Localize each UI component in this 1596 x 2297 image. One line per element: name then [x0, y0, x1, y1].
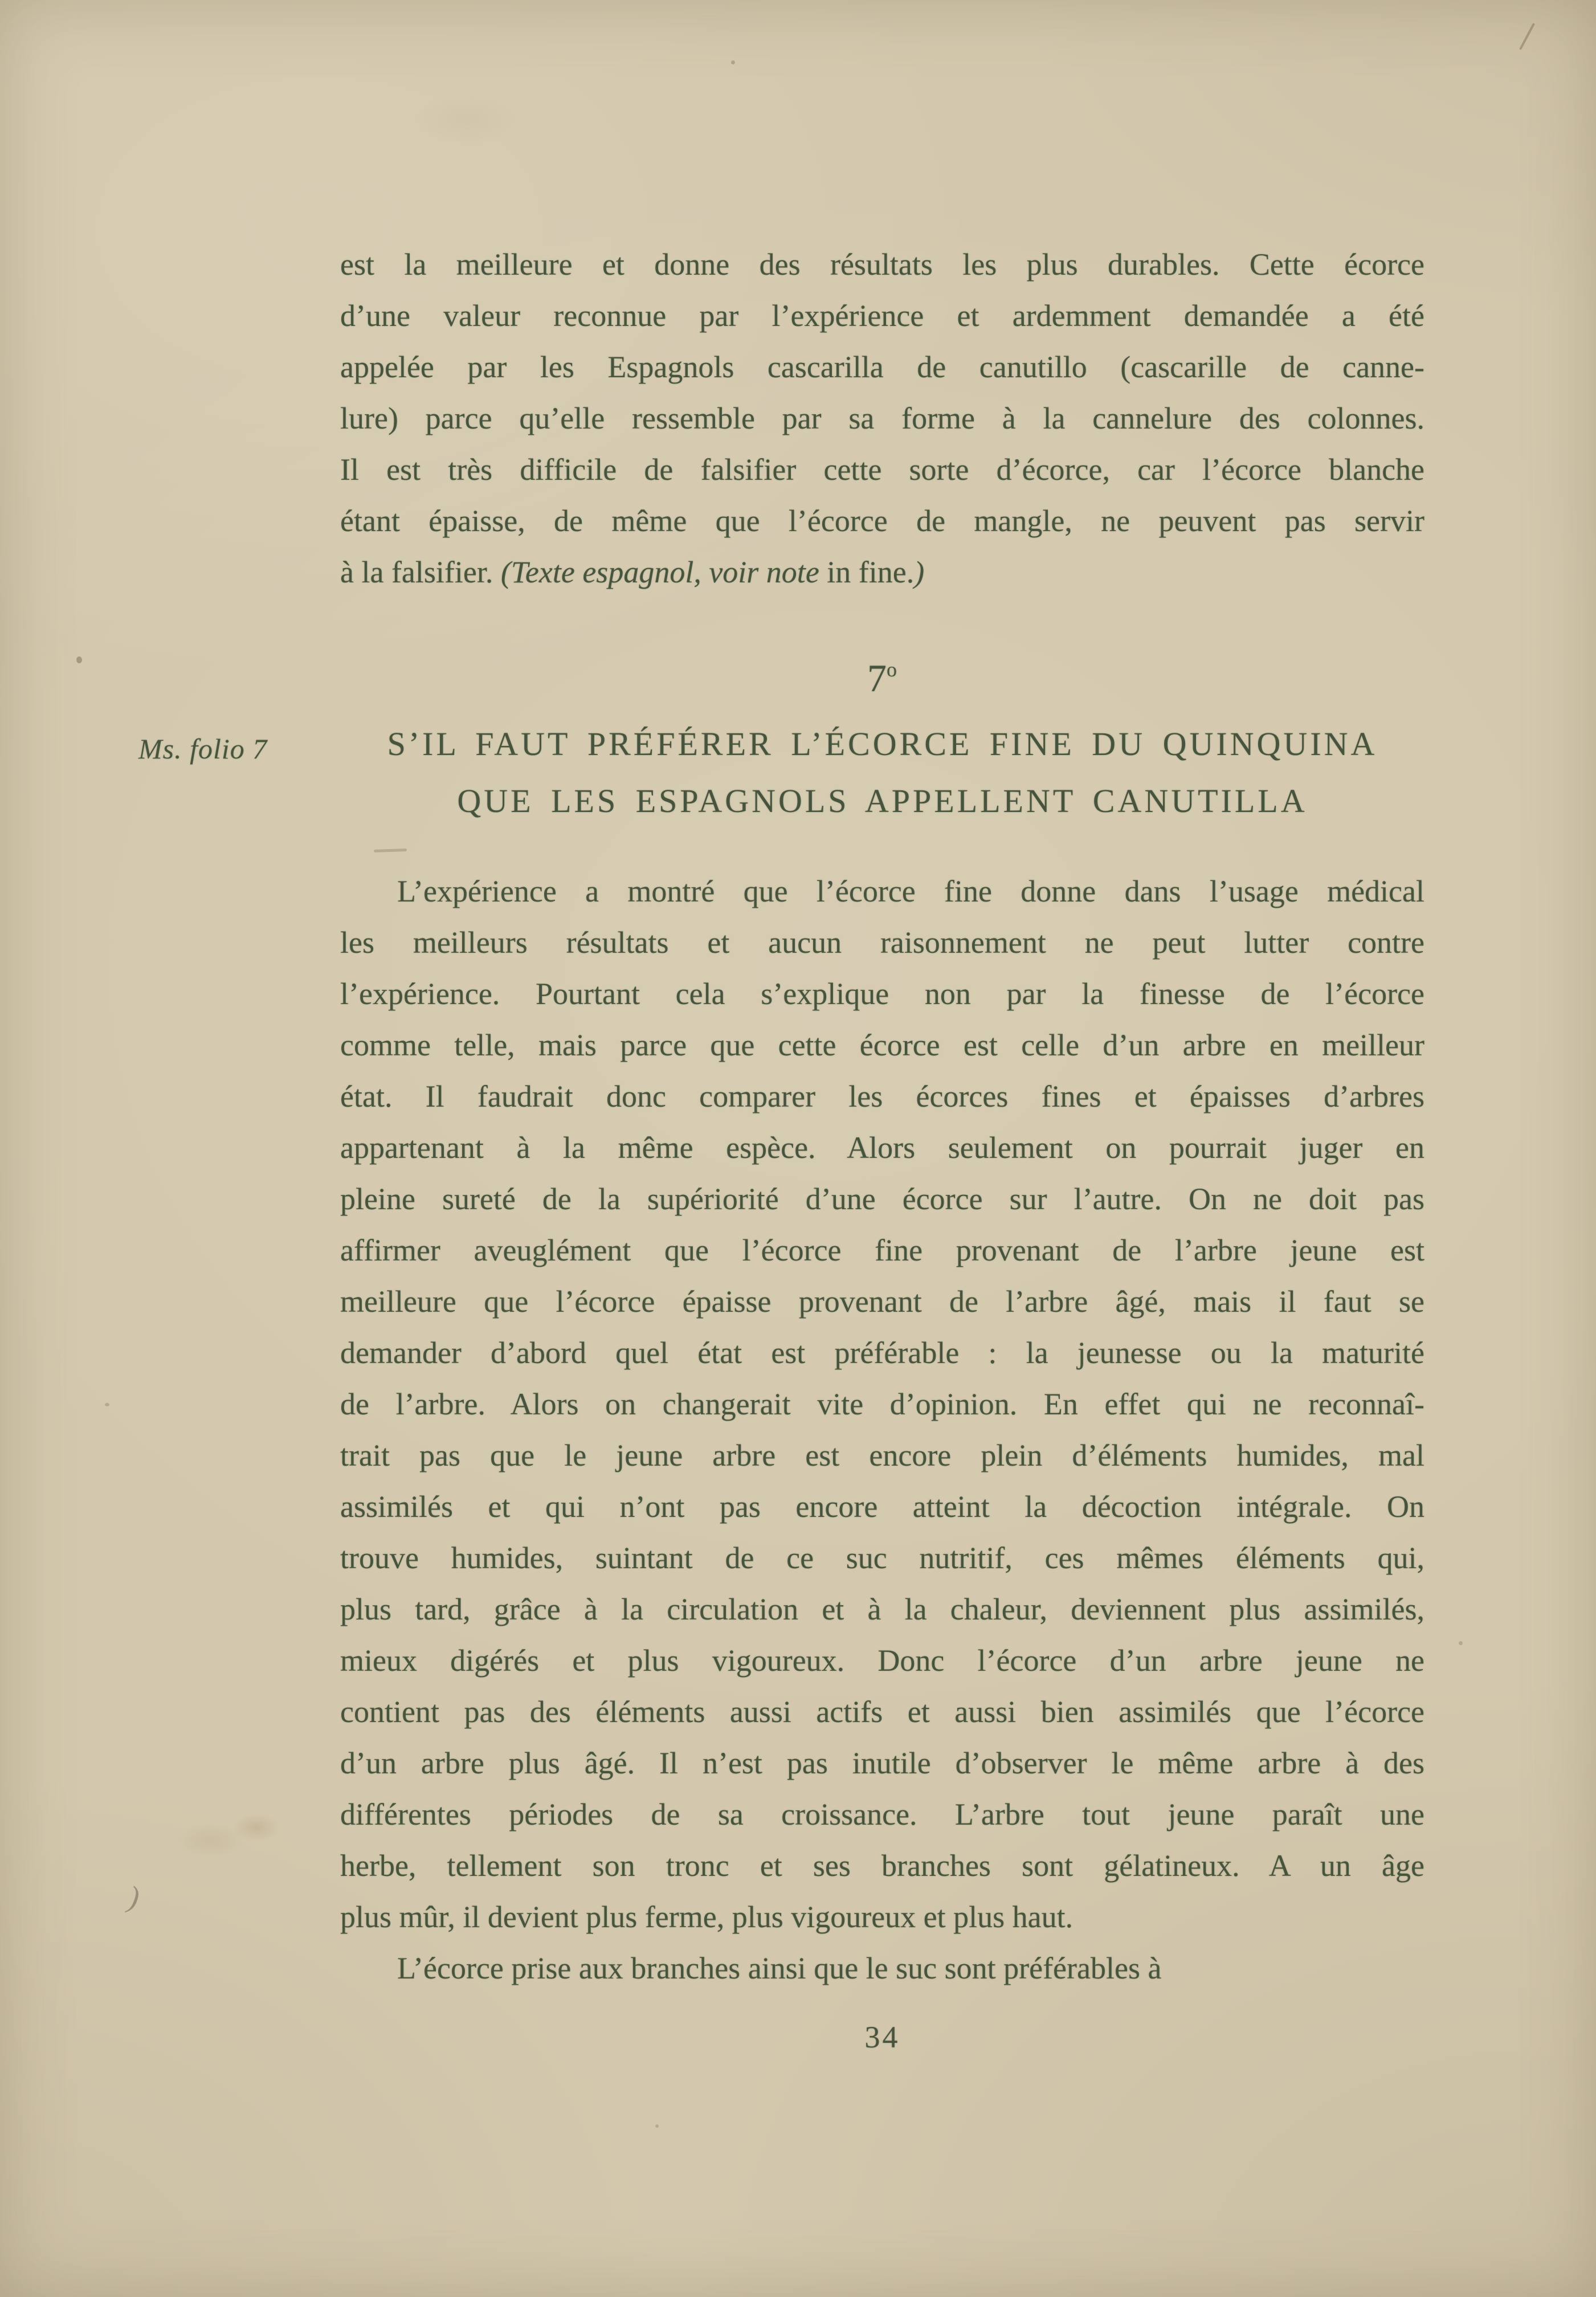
- ink-speck: [1459, 1641, 1463, 1645]
- text-line: [340, 1276, 1424, 1327]
- text-segment: affirmer aveuglément que l’écorce fine provenant de l’arbre jeune est: [340, 1233, 1424, 1267]
- scratch-mark: [1519, 23, 1535, 50]
- text-line: [340, 1173, 1424, 1225]
- chapter-heading-line-1: S’IL FAUT PRÉFÉRER L’ÉCORCE FINE DU QUINQUINA: [387, 725, 1378, 762]
- text-segment: plus mûr, il devient plus ferme, plus vigoureux et plus haut.: [340, 1900, 1073, 1934]
- text-line: [340, 495, 1424, 546]
- text-segment: de l’arbre. Alors on changerait vite d’opinion. En effet qui ne reconnaî-: [340, 1387, 1424, 1421]
- text-line: [340, 1635, 1424, 1686]
- text-line: [340, 968, 1424, 1019]
- text-segment: est la meilleure et donne des résultats les plus durables. Cette écorce: [340, 247, 1424, 281]
- text-segment: à la falsifier.: [340, 555, 501, 589]
- margin-note-ms-folio: Ms. folio 7: [138, 733, 268, 765]
- text-segment: étant épaisse, de même que l’écorce de mangle, ne peuvent pas servir: [340, 504, 1424, 538]
- text-line: [340, 1225, 1424, 1276]
- ink-speck: [105, 1403, 109, 1406]
- text-line: [340, 290, 1424, 341]
- text-line: [340, 1943, 1424, 1994]
- text-segment: herbe, tellement son tronc et ses branches sont gélatineux. A un âge: [340, 1849, 1424, 1883]
- paragraph-next: [340, 1943, 1424, 1994]
- text-segment: in fine.: [827, 555, 915, 589]
- paper-stain: [222, 1808, 291, 1847]
- text-segment: trait pas que le jeune arbre est encore plein d’éléments humides, mal: [340, 1438, 1424, 1472]
- paper-stain: [393, 85, 541, 154]
- chapter-heading: [340, 716, 1424, 830]
- text-line: [340, 393, 1424, 444]
- section-number-digit: 7: [867, 656, 887, 700]
- text-segment: état. Il faudrait donc comparer les écorces fines et épaisses d’arbres: [340, 1079, 1424, 1113]
- text-segment: Il est très difficile de falsifier cette sorte d’écorce, car l’écorce blanche: [340, 452, 1424, 487]
- italic-text-segment: ): [914, 555, 925, 589]
- text-segment: meilleure que l’écorce épaisse provenant de l’arbre âgé, mais il faut se: [340, 1284, 1424, 1319]
- body-text-block: [340, 866, 1424, 1994]
- ink-speck: [655, 2124, 659, 2128]
- text-segment: d’un arbre plus âgé. Il n’est pas inutile d’observer le même arbre à des: [340, 1746, 1424, 1780]
- text-line: [340, 1071, 1424, 1122]
- text-segment: appartenant à la même espèce. Alors seulement on pourrait juger en: [340, 1131, 1424, 1165]
- text-line: [340, 917, 1424, 968]
- italic-text-segment: (Texte espagnol, voir note: [500, 555, 827, 589]
- text-segment: d’une valeur reconnue par l’expérience et ardemment demandée a été: [340, 299, 1424, 333]
- text-line: [340, 1840, 1424, 1891]
- text-line: [340, 1430, 1424, 1481]
- text-segment: assimilés et qui n’ont pas encore atteint la décoction intégrale. On: [340, 1490, 1424, 1524]
- text-line: [340, 1378, 1424, 1430]
- paragraph-main: [340, 866, 1424, 1943]
- text-line: [340, 239, 1424, 290]
- text-segment: appelée par les Espagnols cascarilla de canutillo (cascarille de canne-: [340, 350, 1424, 384]
- text-line: [340, 546, 1424, 598]
- text-line: [340, 1891, 1424, 1943]
- text-segment: L’écorce prise aux branches ainsi que le suc sont préférables à: [397, 1951, 1162, 1985]
- text-segment: lure) parce qu’elle ressemble par sa forme à la cannelure des colonnes.: [340, 401, 1424, 435]
- section-number-ordinal: o: [887, 658, 897, 681]
- text-line: [340, 1481, 1424, 1532]
- pencil-mark: ): [126, 1879, 142, 1915]
- text-line: [340, 1737, 1424, 1789]
- page-number: 34: [864, 2020, 900, 2054]
- text-segment: comme telle, mais parce que cette écorce est celle d’un arbre en meilleur: [340, 1028, 1424, 1062]
- ink-speck: [731, 60, 735, 64]
- text-segment: plus tard, grâce à la circulation et à la chaleur, deviennent plus assimilés,: [340, 1592, 1424, 1626]
- text-segment: contient pas des éléments aussi actifs et aussi bien assimilés que l’écorce: [340, 1695, 1424, 1729]
- text-segment: différentes périodes de sa croissance. L’arbre tout jeune paraît une: [340, 1797, 1424, 1831]
- paragraph-continuation: [340, 239, 1424, 598]
- text-line: [340, 866, 1424, 917]
- text-line: [340, 1019, 1424, 1071]
- text-line: [340, 444, 1424, 495]
- text-line: [340, 1327, 1424, 1378]
- text-segment: les meilleurs résultats et aucun raisonnement ne peut lutter contre: [340, 925, 1424, 960]
- text-segment: pleine sureté de la supériorité d’une écorce sur l’autre. On ne doit pas: [340, 1182, 1424, 1216]
- section-number: [340, 644, 1424, 704]
- text-line: [340, 341, 1424, 393]
- text-line: [340, 1584, 1424, 1635]
- text-segment: l’expérience. Pourtant cela s’explique non par la finesse de l’écorce: [340, 977, 1424, 1011]
- text-segment: trouve humides, suintant de ce suc nutritif, ces mêmes éléments qui,: [340, 1541, 1424, 1575]
- text-line: [340, 1532, 1424, 1584]
- text-line: [340, 1686, 1424, 1737]
- text-line: [340, 1789, 1424, 1840]
- paper-stain: [160, 1815, 262, 1866]
- chapter-heading-line-2: QUE LES ESPAGNOLS APPELLENT CANUTILLA: [457, 782, 1308, 819]
- text-segment: mieux digérés et plus vigoureux. Donc l’écorce d’un arbre jeune ne: [340, 1643, 1424, 1678]
- text-segment: demander d’abord quel état est préférable : la jeunesse ou la maturité: [340, 1336, 1424, 1370]
- text-line: [340, 1122, 1424, 1173]
- ink-speck: [76, 656, 82, 663]
- pencil-dash: [374, 848, 407, 852]
- text-segment: L’expérience a montré que l’écorce fine donne dans l’usage médical: [397, 874, 1424, 908]
